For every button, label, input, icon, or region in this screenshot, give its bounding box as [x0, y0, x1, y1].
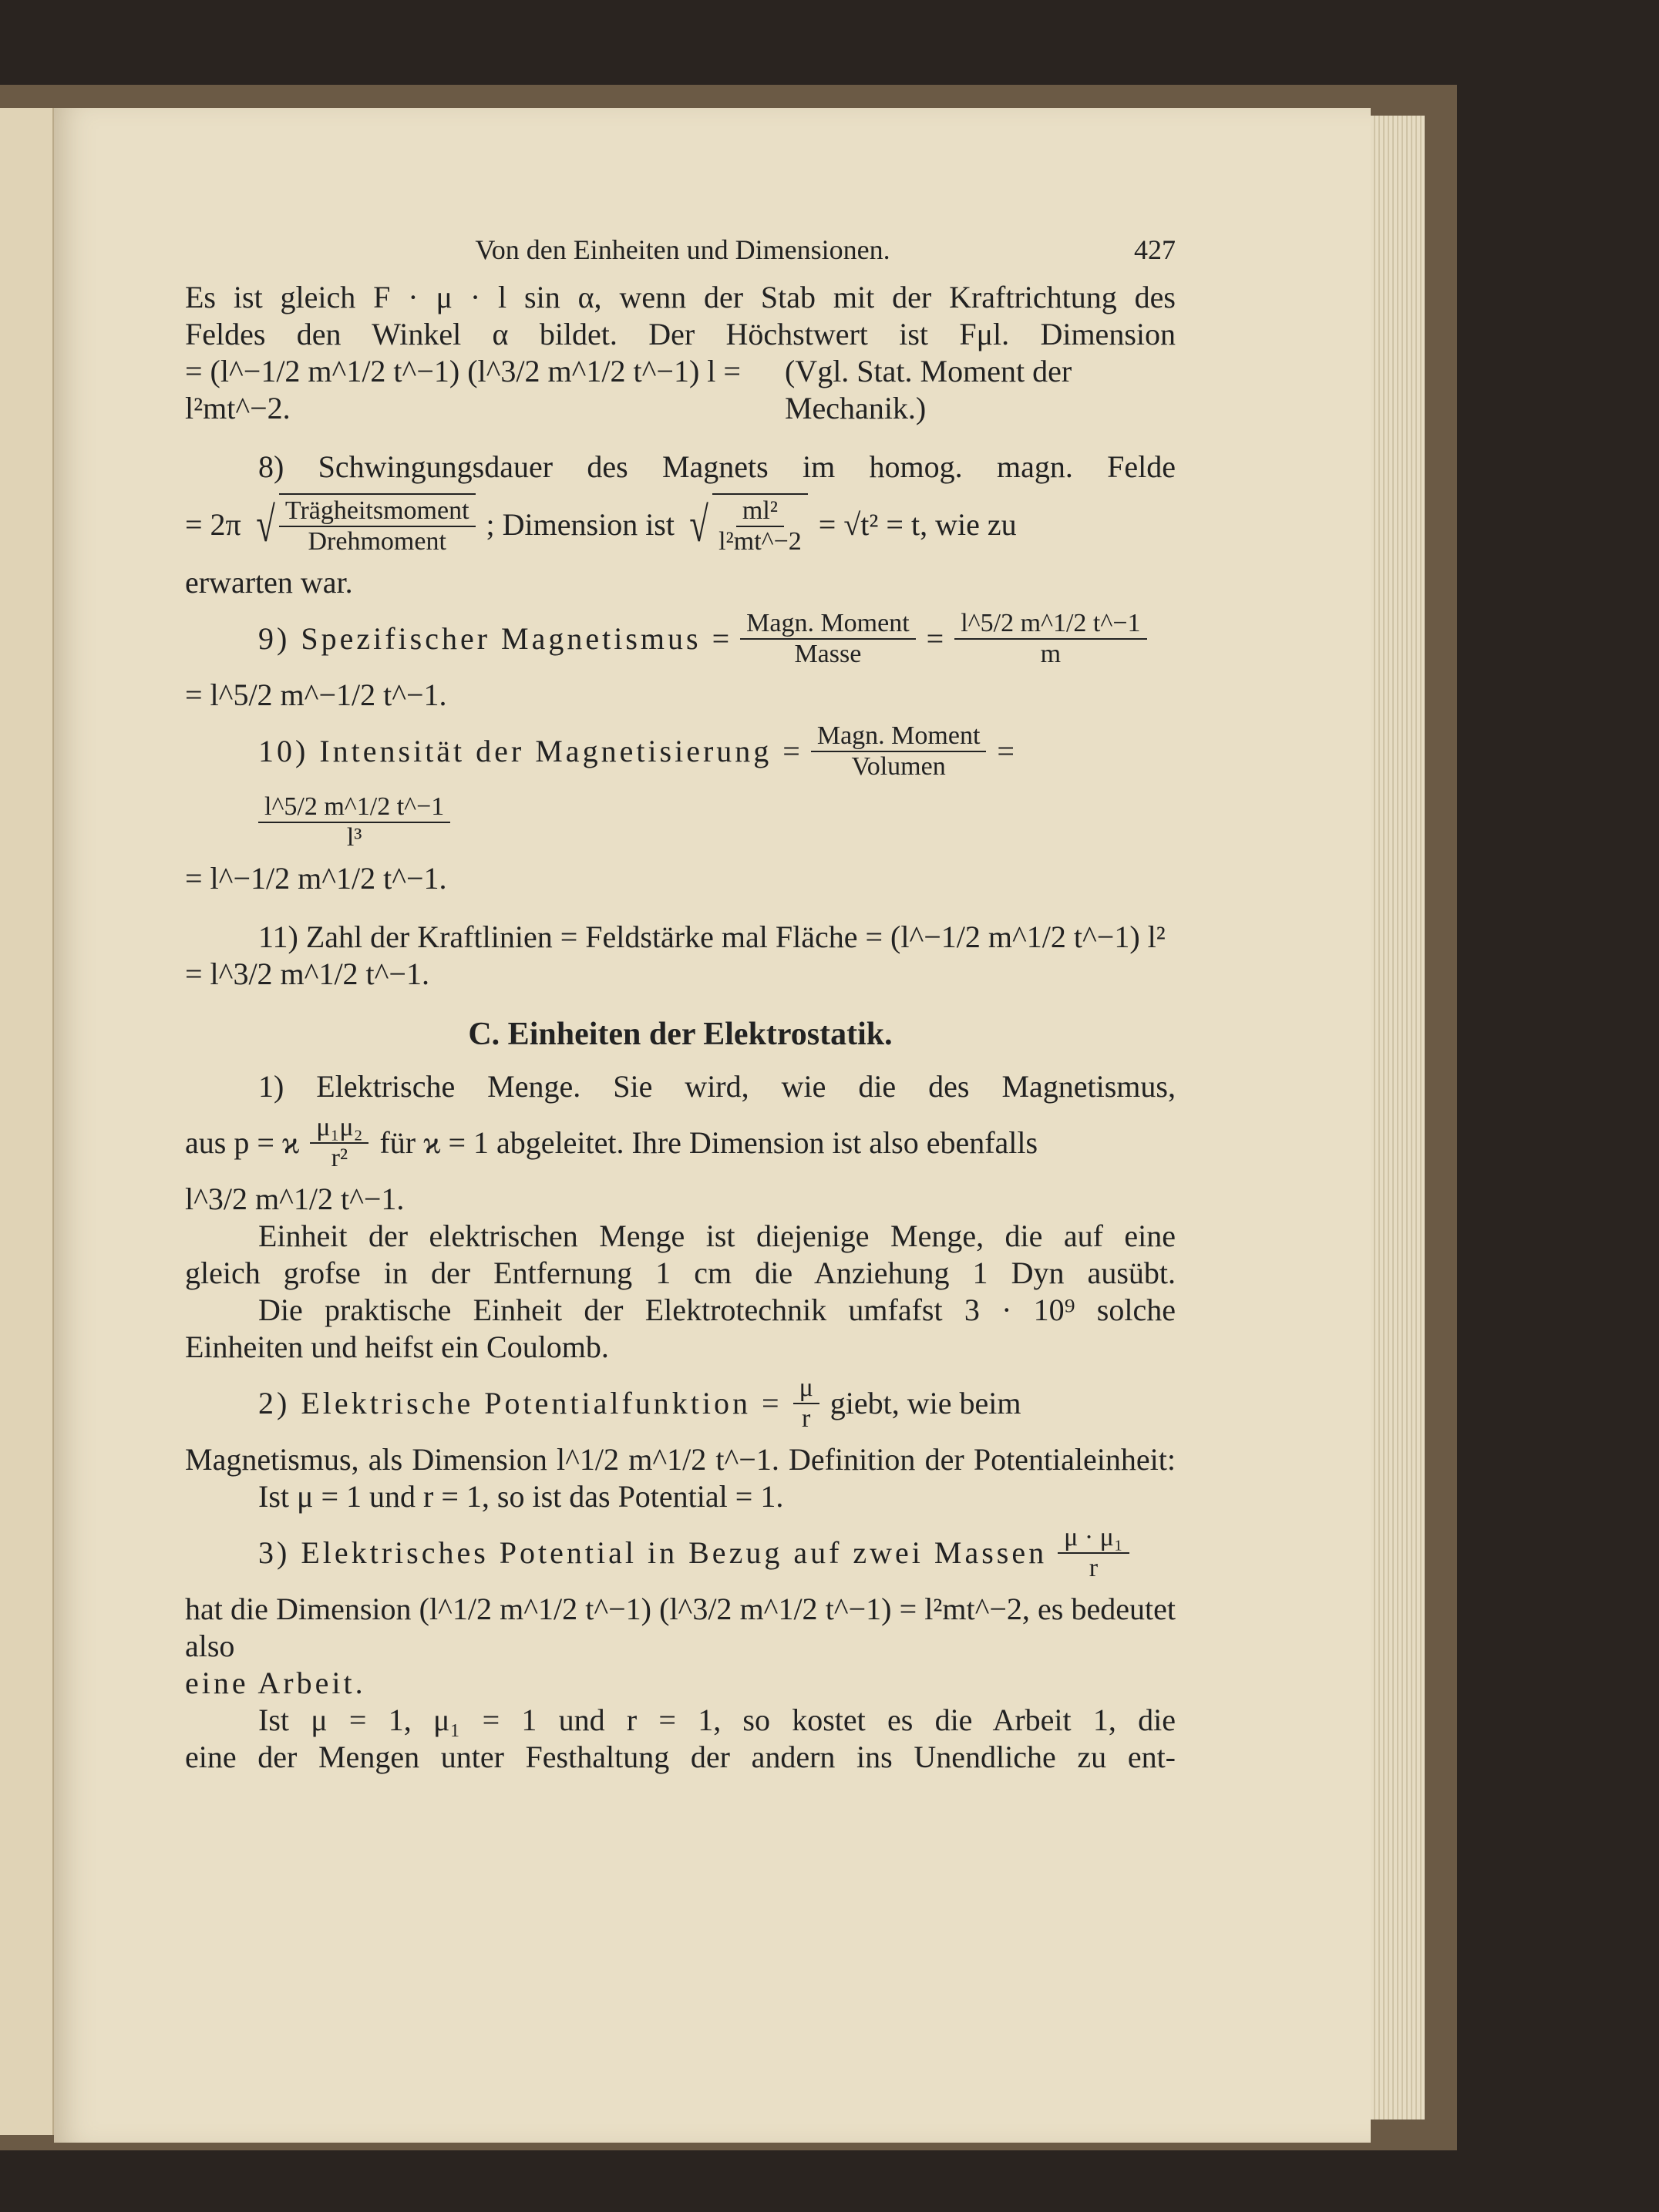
paragraph-line: Ist μ = 1, μ₁ = 1 und r = 1, so kostet es die Arbeit 1, die [258, 1703, 1176, 1737]
formula-note: (Vgl. Stat. Moment der Mechanik.) [784, 354, 1072, 425]
formula-text: giebt, wie beim [830, 1386, 1021, 1420]
item-1-formula-line [185, 1113, 1176, 1173]
fraction [954, 609, 1146, 669]
item-10-formula: 10) Intensität der Magnetisierung = $\frac{\text{Magn. Moment}}{\text{Volumen}}$ = $\frac{l\^{}5/2 m\^{}1/2 t\^{}-1}{\text{l³}}$ [258, 721, 1015, 852]
formula-text: 3) Elektrisches Potential in Bezug auf zwei Massen [258, 1535, 1048, 1570]
denominator: r [802, 1404, 811, 1433]
item-3-formula-line [185, 1523, 1176, 1583]
page-stack-edges [1371, 116, 1425, 2120]
paragraph-line: erwarten war. [185, 565, 353, 600]
item-2-formula-line [185, 1373, 1176, 1434]
denominator: l²mt^−2 [718, 527, 802, 556]
fraction [811, 721, 987, 782]
numerator: μ [793, 1373, 819, 1404]
item-label: 9) Spezifischer Magnetismus [258, 621, 702, 656]
running-title: Von den Einheiten und Dimensionen. [475, 234, 890, 265]
fraction [793, 1373, 819, 1434]
formula-result: = √t² = t, wie zu [818, 507, 1017, 542]
denominator: l³ [346, 823, 362, 852]
item-8-formula [185, 493, 1176, 556]
formula-text: ; Dimension ist [486, 507, 675, 542]
running-header [185, 231, 1176, 268]
item-11-line: 11) Zahl der Kraftlinien = Feldstärke mal Fläche = (l^−1/2 m^1/2 t^−1) l² [258, 919, 1166, 954]
paragraph-line: hat die Dimension (l^1/2 m^1/2 t^−1) (l^3/2 m^1/2 t^−1) = l²mt^−2, es bedeutet also [185, 1592, 1176, 1663]
denominator: Masse [794, 640, 862, 668]
formula-line: = l^3/2 m^1/2 t^−1. [185, 956, 429, 991]
formula-line: = l^5/2 m^−1/2 t^−1. [185, 677, 447, 712]
denominator: Drehmoment [308, 527, 446, 556]
paragraph-line: eine der Mengen unter Festhaltung der andern ins Unendliche zu ent- [185, 1740, 1176, 1774]
paragraph-line: gleich grofse in der Entfernung 1 cm die Anziehung 1 Dyn ausübt. [185, 1256, 1176, 1290]
numerator: ml² [736, 496, 784, 527]
numerator: μ₁μ₂ [310, 1113, 368, 1144]
denominator: r² [331, 1144, 348, 1172]
numerator: l^5/2 m^1/2 t^−1 [258, 792, 450, 823]
radical-sign-icon: √ [689, 497, 708, 552]
square-root [252, 493, 476, 556]
fraction [279, 493, 476, 556]
denominator: r [1089, 1554, 1099, 1582]
formula: = (l^−1/2 m^1/2 t^−1) (l^3/2 m^1/2 t^−1) l = l²mt^−2. [185, 354, 741, 425]
square-root [685, 493, 808, 556]
formula-line [185, 353, 1176, 427]
fraction [740, 609, 916, 669]
left-page-edge [0, 108, 55, 2135]
paragraph-line: Einheit der elektrischen Menge ist diejenige Menge, die auf eine [258, 1219, 1176, 1253]
radical-sign-icon: √ [256, 497, 275, 552]
section-heading: C. Einheiten der Elektrostatik. [468, 1017, 893, 1052]
paragraph-line: Es ist gleich F · μ · l sin α, wenn der Stab mit der Kraftrichtung des [185, 280, 1176, 314]
item-label: 10) Intensität der Magnetisierung [258, 734, 772, 768]
fraction [310, 1113, 368, 1173]
paragraph-line: Feldes den Winkel α bildet. Der Höchstwert ist Fμl. Dimension [185, 317, 1176, 351]
fraction [1058, 1523, 1129, 1583]
item-8-heading: 8) Schwingungsdauer des Magnets im homog. magn. Felde [258, 449, 1176, 484]
formula-text: aus p = ϰ [185, 1125, 300, 1160]
fraction [258, 792, 450, 852]
numerator: Trägheitsmoment [279, 496, 476, 527]
paragraph-line: Magnetismus, als Dimension l^1/2 m^1/2 t^−1. Definition der Potentialeinheit: [185, 1442, 1176, 1477]
page-number: 427 [1134, 234, 1176, 265]
numerator: l^5/2 m^1/2 t^−1 [954, 609, 1146, 640]
numerator: μ · μ₁ [1058, 1523, 1129, 1554]
denominator: Volumen [851, 752, 946, 781]
item-9-formula: 9) Spezifischer Magnetismus = $\frac{\text{Magn. Moment}}{\text{Masse}}$ = $\frac{l\^{}5/2 m\^{}1/2 t\^{}-1}{m}$ [185, 609, 1176, 669]
item-1-heading: 1) Elektrische Menge. Sie wird, wie die des Magnetismus, [258, 1069, 1176, 1104]
numerator: Magn. Moment [740, 609, 916, 640]
denominator: m [1040, 640, 1062, 668]
formula-line: = l^−1/2 m^1/2 t^−1. [185, 861, 447, 896]
formula-line: l^3/2 m^1/2 t^−1. [185, 1182, 405, 1216]
formula-prefix: = 2π [185, 507, 241, 542]
paragraph-line: eine Arbeit. [185, 1666, 366, 1700]
formula-text: 2) Elektrische Potentialfunktion = [258, 1386, 782, 1420]
numerator: Magn. Moment [811, 721, 987, 752]
paragraph-line: Einheiten und heifst ein Coulomb. [185, 1330, 609, 1364]
page-content [185, 231, 1176, 1776]
paragraph-line: Ist μ = 1 und r = 1, so ist das Potential = 1. [258, 1479, 784, 1514]
formula-text: für ϰ = 1 abgeleitet. Ihre Dimension ist also ebenfalls [379, 1125, 1038, 1160]
fraction [712, 493, 808, 556]
paragraph-line: Die praktische Einheit der Elektrotechnik umfafst 3 · 10⁹ solche [258, 1293, 1176, 1327]
